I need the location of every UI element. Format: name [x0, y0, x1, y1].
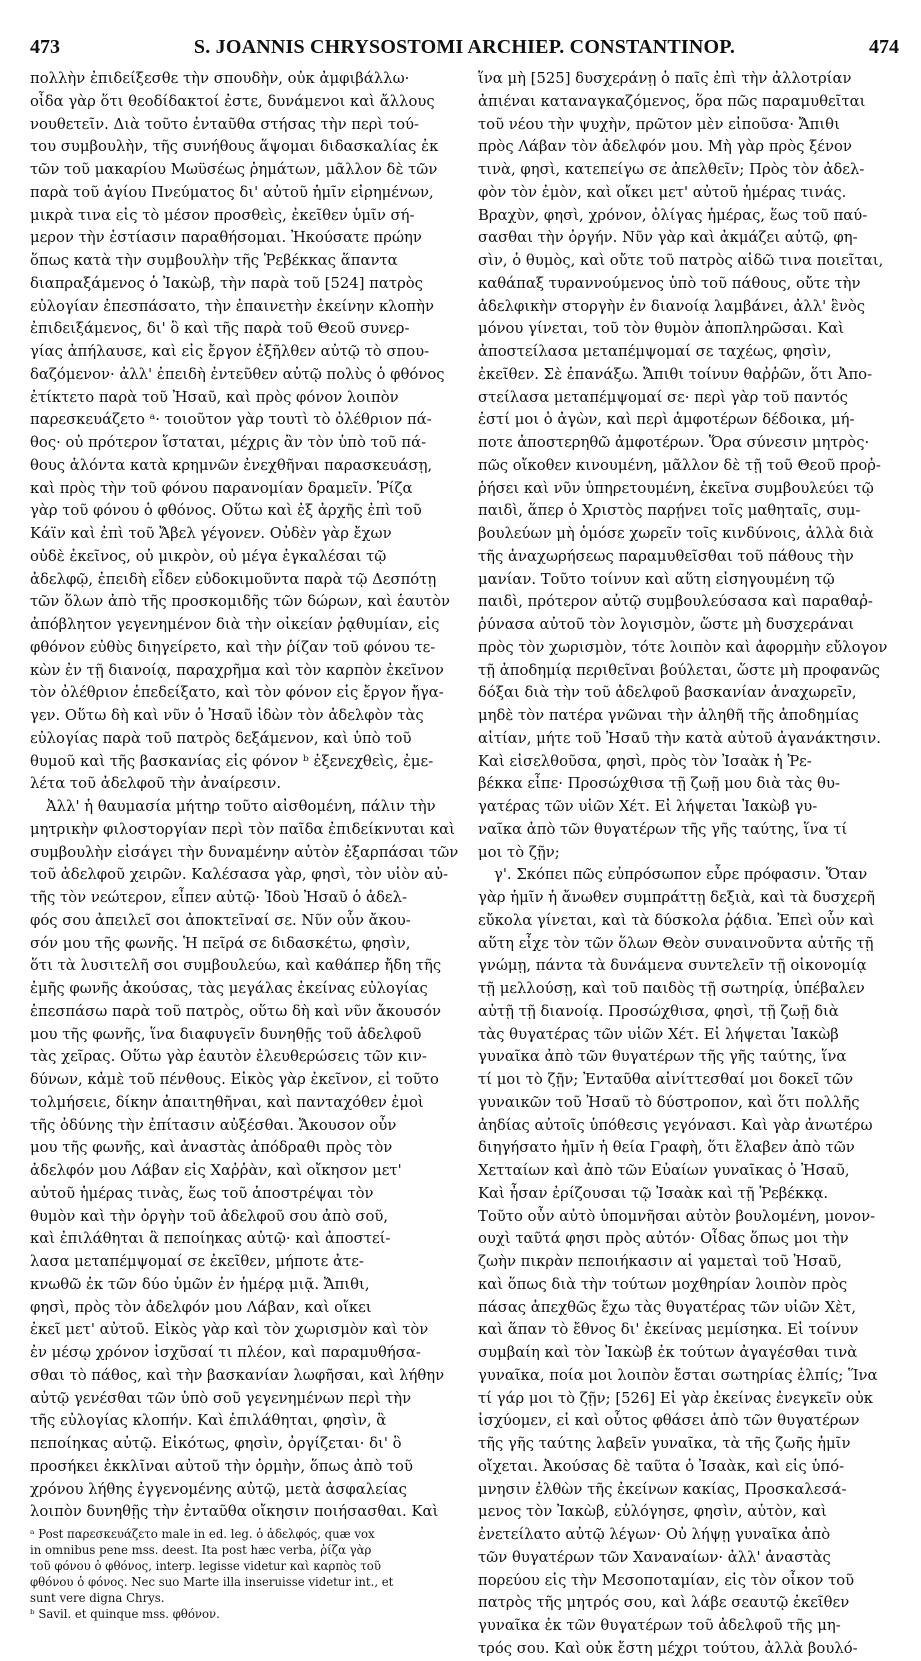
text-line: ἐνετείλατο αὐτῷ λέγων· Οὐ λήψῃ γυναῖκα ἀπὸ	[478, 1526, 831, 1543]
text-line: τοῦ ἀδελφοῦ χειρῶν. Καλέσασα γὰρ, φησὶ, τὸν υἱὸν αὐ-	[30, 866, 448, 884]
text-line: ἐκεῖθεν. Σὲ ἐπανάξω. Ἄπιθι τοίνυν θαῤῥῶν, ὅτι Ἀπο-	[478, 365, 873, 383]
text-line: λασα μεταπέμψομαί σε ἐκεῖθεν, μήποτε ἀτε-	[30, 1253, 364, 1270]
text-line: ἐστί μοι ὁ ἀγὼν, καὶ περὶ ἀμφοτέρων δέδοικα, μή-	[478, 411, 855, 429]
text-line: αἰτίαν, μήτε τοῦ Ἠσαῦ τὴν κατὰ αὐτοῦ ἀγανάκτησιν.	[478, 729, 881, 747]
text-line: Τοῦτο οὖν αὐτὸ ὑπομνῆσαι αὐτὸν βουλομένη, μονον-	[478, 1207, 876, 1225]
text-line: φθόνον εὐθὺς διηγείρετο, καὶ τὴν ῥίζαν τοῦ φόνου τε-	[30, 638, 436, 656]
text-line: ὅπως κατὰ τὴν συμβουλὴν τῆς Ῥεβέκκας ἅπαντα	[30, 252, 398, 269]
text-line: ἐπιδειξάμενος, δι' ὃ καὶ τῆς παρὰ τοῦ Θεοῦ συνερ-	[30, 320, 410, 338]
text-line: γνώμῃ, πάντα τὰ δυνάμενα συντελεῖν τῇ οἰκονομίᾳ	[478, 957, 867, 975]
footnote-line: ᵃ Post παρεσκευάζετο male in ed. leg. ὁ ἀδελφός, quæ vox	[30, 1527, 375, 1541]
text-line: τῆς τὸν νεώτερον, εἶπεν αὐτῷ· Ἰδοὺ Ἠσαῦ ὁ ἀδελ-	[30, 889, 407, 906]
text-line: τὰς θυγατέρας τῶν υἱῶν Χέτ. Εἰ λήψεται Ἰακὼβ	[478, 1025, 839, 1043]
text-line: ἀδελφόν μου Λάβαν εἰς Χαῤῥὰν, καὶ οἴκησον μετ'	[30, 1162, 402, 1179]
text-line: δαζόμενον· ἀλλ' ἐπειδὴ ἐντεῦθεν αὐτῷ πολὺς ὁ φθόνος	[30, 365, 445, 383]
text-line: μνησιν ἐλθὼν τῆς ἐκείνων κακίας, Προσκαλεσά-	[478, 1480, 847, 1498]
text-line: μου τῆς φωνῆς, ἵνα διαφυγεῖν δυνηθῇς τοῦ ἀδελφοῦ	[30, 1025, 422, 1043]
text-line: γίας ἀπήλαυσε, καὶ εἰς ἔργον ἐξῆλθεν αὐτῷ τὸ σπου-	[30, 343, 430, 360]
text-line: τῇ μελλούσῃ, καὶ τοῦ παιδὸς τῇ σωτηρίᾳ, ὑπέβαλεν	[478, 980, 865, 997]
text-line: ἐπεσπάσω παρὰ τοῦ πατρὸς, οὕτω δὴ καὶ νῦν ἄκουσόν	[30, 1002, 442, 1020]
text-line: γεν. Οὕτω δὴ καὶ νῦν ὁ Ἠσαῦ ἰδὼν τὸν ἀδελφὸν τὰς	[30, 707, 424, 724]
text-line: τί μοι τὸ ζῇν; Ἐνταῦθα αἰνίττεσθαί μοι δοκεῖ τῶν	[478, 1071, 854, 1088]
text-line: τί γάρ μοι τὸ ζῇν; [526] Εἰ γὰρ ἐκείνας ἐνεγκεῖν οὐκ	[478, 1389, 874, 1407]
footnotes	[30, 1526, 458, 1622]
text-line: τῆς γῆς ταύτης λαβεῖν γυναῖκα, τὰ τῆς ζωῆς ἡμῖν	[478, 1435, 851, 1452]
text-line: Ἀλλ' ἡ θαυμασία μήτηρ τοῦτο αἰσθομένη, πάλιν τὴν	[46, 798, 436, 815]
text-line: συμβαίη καὶ τὸν Ἰακὼβ ἐκ τούτων ἀγαγέσθαι τινὰ	[478, 1344, 858, 1361]
text-line: οἶδα γὰρ ὅτι θεοδίδακτοί ἐστε, δυνάμενοι καὶ ἄλλους	[30, 92, 435, 110]
text-line: τρός σου. Καὶ οὐκ ἔστη μέχρι τούτου, ἀλλὰ βουλό-	[478, 1639, 858, 1657]
text-line: συμβουλὴν εἰσάγει τὴν δυναμένην αὐτὸν ἐξαρπάσαι τῶν	[30, 843, 458, 861]
text-line: σθαι τὸ πάθος, καὶ τὴν βασκανίαν λωφῆσαι, καὶ λήθην	[30, 1366, 445, 1384]
text-line: φησὶ, πρὸς τὸν ἀδελφόν μου Λάβαν, καὶ οἴκει	[30, 1298, 372, 1316]
text-line: πρὸς Λάβαν τὸν ἀδελφόν μου. Μὴ γὰρ πρὸς ξένον	[478, 138, 852, 156]
text-line: ζωὴν πικρὰν πεποιήκασιν αἱ γαμεταὶ τοῦ Ἠσαῦ,	[478, 1253, 842, 1270]
text-line: νουθετεῖν. Διὰ τοῦτο ἐνταῦθα στήσας τὴν περὶ τού-	[30, 115, 419, 133]
text-line: μανίαν. Τοῦτο τοίνυν καὶ αὕτη εἰσηγουμένη τῷ	[478, 570, 835, 588]
text-line: ἐμῆς φωνῆς ἀκούσας, τὰς μεγάλας ἐκείνας εὐλογίας	[30, 980, 428, 997]
text-line: αὐτοῦ ἡμέρας τινὰς, ἕως τοῦ ἀποστρέψαι τὸν	[30, 1184, 374, 1202]
text-line: αὐτῷ γενέσθαι τῶν ὑπὸ σοῦ γεγενημένων περὶ τὴν	[30, 1389, 412, 1407]
text-line: τῆς ὀδύνης τὴν ἐπίτασιν αὐξέσθαι. Ἄκουσον οὖν	[30, 1116, 397, 1134]
text-line: μικρὰ τινα εἰς τὸ μέσον προσθεὶς, ἐκεῖθεν ὑμῖν σή-	[30, 206, 415, 224]
text-line: πρὸς τὸν χωρισμὸν, τότε λοιπὸν καὶ ἀφορμὴν εὔλογον	[478, 638, 888, 656]
text-line: εὔκολα γίνεται, καὶ τὰ δύσκολα ῥᾴδια. Ἐπεὶ οὖν καὶ	[478, 911, 875, 929]
text-line: δύνων, κἀμὲ τοῦ πένθους. Εἰκὸς γὰρ ἐκεῖνον, εἰ τοῦτο	[30, 1071, 439, 1088]
text-line: θους ἁλόντα κατὰ κρημνῶν ἐνεχθῆναι παρασκευάσῃ,	[30, 456, 433, 474]
text-line: τῆς εὐλογίας κλοπήν. Καὶ ἐπιλάθηται, φησὶν, ἃ	[30, 1412, 387, 1430]
text-line: αὐτῇ τῇ διανοίᾳ. Προσώχθισα, φησὶ, τῇ ζωῇ διὰ	[478, 1002, 839, 1020]
text-line: θος· οὐ πρότερον ἵσταται, μέχρις ἂν τὸν ὑπὸ τοῦ πά-	[30, 434, 427, 451]
text-line: παρὰ τοῦ ἁγίου Πνεύματος δι' αὐτοῦ ἡμῖν εἰρημένων,	[30, 183, 434, 201]
text-line: ὅτι τὰ λυσιτελῆ σοι συμβουλεύω, καὶ καθάπερ ἤδη τῆς	[30, 957, 442, 975]
text-line: γατέρας τῶν υἱῶν Χέτ. Εἰ λήψεται Ἰακὼβ γυ-	[478, 798, 818, 815]
text-line: λέτα τοῦ ἀδελφοῦ τὴν ἀναίρεσιν.	[30, 775, 282, 793]
text-line: μοι τὸ ζῇν;	[478, 843, 560, 861]
text-line: ποτε ἀποστερηθῶ ἀμφοτέρων. Ὅρα σύνεσιν μητρὸς·	[478, 434, 870, 451]
text-line: αὕτη εἶχε τὸν τῶν ὅλων Θεὸν συναινοῦντα αὐτῆς τῇ	[478, 934, 874, 952]
text-line: ἀδελφικὴν στοργὴν ἐν διανοίᾳ λαμβάνει, ἀλλ' ἓνὸς	[478, 297, 866, 315]
text-line: στείλασα μεταπέμψομαί σε· περὶ γὰρ τοῦ παντός	[478, 388, 848, 406]
text-line: ῥύνασα αὐτοῦ τὸν λογισμὸν, ὥστε μὴ δυσχεράναι	[478, 616, 855, 633]
text-line: μενος τὸν Ἰακὼβ, εὐλόγησε, φησὶν, αὐτὸν, καὶ	[478, 1503, 827, 1521]
text-line: τῶν θυγατέρων τῶν Χαναναίων· ἀλλ' ἀναστὰς	[478, 1548, 831, 1566]
text-line: πῶς οἴκοθεν κινουμένη, μᾶλλον δὲ τῇ τοῦ Θεοῦ προῤ-	[478, 456, 881, 474]
text-line: οὐδὲ ἐκεῖνος, οὐ μικρὸν, οὐ μέγα ἐγκαλέσαι τῷ	[30, 547, 387, 565]
footnote-line: φθόνου ὁ φόνος. Nec suo Marte illa inseruisse videtur int., et	[30, 1575, 394, 1589]
text-line: καὶ πρὸς τὴν τοῦ φόνου παρανομίαν δραμεῖν. Ῥίζα	[30, 479, 413, 497]
text-line: καθάπαξ τυραννούμενος ὑπὸ τοῦ πάθους, οὔτε τὴν	[478, 274, 861, 292]
page-header	[30, 36, 899, 66]
footnote-line: sunt vere digna Chrys.	[30, 1591, 165, 1605]
text-line: Χετταίων καὶ ἀπὸ τῶν Εὐαίων γυναῖκας ὁ Ἠσαῦ,	[478, 1162, 850, 1179]
text-line: γυναῖκα, ποία μοι λοιπὸν ἔσται σωτηρίας ἐλπίς; Ἵνα	[478, 1366, 878, 1384]
text-line: ἐκεῖ μετ' αὐτοῦ. Εἰκὸς γὰρ καὶ τὸν χωρισμὸν καὶ τὸν	[30, 1321, 429, 1339]
text-line: παρεσκευάζετο ᵃ· τοιοῦτον γὰρ τουτὶ τὸ ὀλέθριον πά-	[30, 411, 432, 429]
footnote-line: τοῦ φόνου ὁ φθόνος, interp. legisse videtur καὶ καρπὸς τοῦ	[30, 1559, 381, 1573]
text-line: ἵνα μὴ [525] δυσχεράνῃ ὁ παῖς ἐπὶ τὴν ἀλλοτρίαν	[478, 70, 852, 87]
text-line: καὶ ἐπιλάθηται ἃ πεποίηκας αὐτῷ· καὶ ἀποστεί-	[30, 1230, 391, 1248]
text-line: πατρὸς τῆς μητρός σου, καὶ λάβε σεαυτῷ ἐκεῖθεν	[478, 1594, 850, 1612]
text-line: γυναῖκα ἀπὸ τῶν θυγατέρων τῆς γῆς ταύτης, ἵνα	[478, 1048, 847, 1066]
text-line: οἴχεται. Ἀκούσας δὲ ταῦτα ὁ Ἰσαὰκ, καὶ εἰς ὑπό-	[478, 1457, 845, 1475]
text-line: μερον τὴν ἑστίασιν παραθήσομαι. Ἠκούσατε πρώην	[30, 229, 422, 247]
text-line: Βραχὺν, φησὶ, χρόνον, ὀλίγας ἡμέρας, ἕως τοῦ παύ-	[478, 206, 868, 224]
text-line: ουχὶ ταῦτά φησι πρὸς αὐτόν· Οἶδας ὅπως μοι τὴν	[478, 1230, 849, 1248]
text-line: γυναικῶν τοῦ Ἠσαῦ τὸ δύστροπον, καὶ ὅτι πολλῆς	[478, 1093, 860, 1111]
text-line: φός σου ἀπειλεῖ σοι ἀποκτεῖναί σε. Νῦν οὖν ἄκου-	[30, 911, 411, 929]
footnote-line: ᵇ Savil. et quinque mss. φθόνον.	[30, 1607, 220, 1621]
text-line: λοιπὸν δυνηθῇς τὴν ἐνταῦθα οἴκησιν ποιήσασθαι. Καὶ	[30, 1503, 439, 1521]
text-line: τῶν ὅλων ἀπὸ τῆς προσκομιδῆς τῶν δώρων, καὶ ἑαυτὸν	[30, 593, 450, 611]
text-line: Κάϊν καὶ ἐπὶ τοῦ Ἄβελ γέγονεν. Οὐδὲν γὰρ ἔχων	[30, 525, 392, 542]
page-number-right: 474	[869, 36, 899, 58]
footnote-line: in omnibus pene mss. deest. Ita post hæc verba, ῥίζα γὰρ	[30, 1543, 372, 1557]
text-line: ἐτίκτετο παρὰ τοῦ Ἠσαῦ, καὶ πρὸς φόνον λοιπὸν	[30, 388, 399, 406]
running-title: S. JOANNIS CHRYSOSTOMI ARCHIEP. CONSTANTINOP.	[193, 36, 736, 58]
text-line: τινὰ, φησὶ, κατεπείγω σε ἀπελθεῖν; Πρὸς τὸν ἀδελ-	[478, 161, 865, 178]
text-line: τῆς ἀναχωρήσεως παραμυθεῖσθαι τοῦ πάθους τὴν	[478, 547, 854, 565]
text-line: ἐν μέσῳ χρόνον ἰσχῦσαί τι πλέον, καὶ παραμυθήσα-	[30, 1344, 421, 1361]
text-line: ἀποστείλασα μεταπέμψομαί σε ταχέως, φησὶν,	[478, 343, 832, 360]
text-line: τὰς χεῖρας. Οὕτω γὰρ ἑαυτὸν ἐλευθερώσεις τῶν κιν-	[30, 1048, 427, 1066]
text-line: παιδὶ, ἅπερ ὁ Χριστὸς παρῄνει τοῖς μαθηταῖς, συμ-	[478, 502, 861, 520]
text-line: θυμοῦ καὶ τῆς βασκανίας εἰς φόνον ᵇ ἐξενεχθεὶς, ἐμε-	[30, 752, 434, 770]
text-line: κὼν ἐν τῇ διανοίᾳ, παραχρῆμα καὶ τὸν καρπὸν ἐκεῖνον	[30, 661, 444, 679]
text-line: πορεύου εἰς τὴν Μεσοποταμίαν, εἰς τὸν οἶκον τοῦ	[478, 1571, 855, 1589]
text-line: εὐλογίαν ἐπεσπάσατο, τὴν ἐπαινετὴν ἐκείνην κλοπὴν	[30, 297, 434, 315]
text-line: βουλεύων μὴ ὁμόσε χωρεῖν τοῖς κινδύνοις, ἀλλὰ διὰ	[478, 525, 874, 542]
text-line: παιδὶ, πρότερον αὐτῷ συμβουλεύσασα καὶ παραθαῤ-	[478, 593, 873, 611]
text-line: πάσας ἀπεχθῶς ἔχω τὰς θυγατέρας τῶν υἱῶν Χὲτ,	[478, 1298, 857, 1316]
text-line: φὸν τὸν ἐμὸν, καὶ οἴκει μετ' αὐτοῦ ἡμέρας τινάς.	[478, 183, 847, 201]
text-line: τολμήσειε, δίκην ἀπαιτηθῆναι, καὶ πανταχόθεν ἐμοὶ	[30, 1093, 424, 1111]
text-line: ἰσχύομεν, εἰ καὶ οὗτος φθάσει ἀπὸ τῶν θυγατέρων	[478, 1412, 860, 1430]
text-line: μηδὲ τὸν πατέρα γνῶναι τὴν ἀληθῆ τῆς ἀποδημίας	[478, 707, 859, 724]
text-line: τοῦ νέου τὴν ψυχὴν, πρῶτον μὲν εἰποῦσα· Ἄπιθι	[478, 115, 840, 133]
text-line: δόξαι διὰ τὴν τοῦ ἀδελφοῦ βασκανίαν ἀναχωρεῖν,	[478, 684, 857, 702]
text-line: καὶ ἅπαν τὸ ἔθνος δι' ἐκείνας μεμίσηκα. Εἰ τοίνυν	[478, 1321, 859, 1339]
text-line: σόν μου τῆς φωνῆς. Ἡ πεῖρά σε διδασκέτω, φησὶν,	[30, 934, 411, 952]
text-line: διηγήσατο ἡμῖν ἡ θεία Γραφὴ, ὅτι ἔλαβεν ἀπὸ τῶν	[478, 1139, 855, 1157]
text-line: του συμβουλὴν, τῆς συνήθους ἅψομαι διδασκαλίας ἐκ	[30, 138, 439, 156]
text-line: πεποίηκας αὐτῷ. Εἰκότως, φησὶν, ὀργίζεται· δι' ὃ	[30, 1435, 402, 1452]
text-line: καὶ ὅπως διὰ τὴν τούτων μοχθηρίαν λοιπὸν πρὸς	[478, 1275, 848, 1293]
page-number-left: 473	[30, 36, 60, 58]
text-line: μητρικὴν φιλοστοργίαν περὶ τὸν παῖδα ἐπιδείκνυται καὶ	[30, 820, 455, 838]
text-line: εὐλογίας παρὰ τοῦ πατρὸς δεξάμενον, καὶ ὑπὸ τοῦ	[30, 729, 412, 747]
text-line: κνωθῶ ἐκ τῶν δύο ὑμῶν ἐν ἡμέρᾳ μιᾷ. Ἄπιθι,	[30, 1275, 370, 1293]
text-line: μόνου γίνεται, τοῦ τὸν θυμὸν ἀποπληρῶσαι. Καὶ	[478, 320, 845, 338]
text-line: θυμὸν καὶ τὴν ὀργὴν τοῦ ἀδελφοῦ σου ἀπὸ σοῦ,	[30, 1207, 389, 1225]
text-line: σασθαι τὴν ὀργήν. Νῦν γὰρ καὶ ἀκμάζει αὐτῷ, φη-	[478, 229, 858, 247]
right-column	[478, 68, 902, 1661]
text-line: τῶν τοῦ μακαρίου Μωϋσέως ῥημάτων, μᾶλλον δὲ τῶν	[30, 161, 438, 178]
text-line: διαπραξάμενος ὁ Ἰακὼβ, τὴν παρὰ τοῦ [524] πατρὸς	[30, 274, 423, 292]
text-line: πολλὴν ἐπιδείξεσθε τὴν σπουδὴν, οὐκ ἀμφιβάλλω·	[30, 70, 410, 87]
text-line: σὶν, ὁ θυμὸς, καὶ οὔτε τοῦ πατρὸς αἰδῶ τινα ποιεῖται,	[478, 252, 884, 269]
text-line: χρόνου λήθης ἐγγενομένης αὐτῷ, μετὰ ἀσφαλείας	[30, 1480, 407, 1498]
text-line: Καὶ ἦσαν ἐρίζουσαι τῷ Ἰσαὰκ καὶ τῇ Ῥεβέκκᾳ.	[478, 1184, 829, 1202]
text-line: τῇ ἀποδημίᾳ περιθεῖναι βούλεται, ὥστε μὴ προφανῶς	[478, 661, 880, 679]
text-line: ἀπόβλητον γεγενημένον διὰ τὴν οἰκείαν ῥᾳθυμίαν, εἰς	[30, 616, 440, 633]
text-line: μου τῆς φωνῆς, καὶ ἀναστὰς ἀπόδραθι πρὸς τὸν	[30, 1139, 393, 1157]
text-line: ἀηδίας αὐτοῖς ὑπόθεσις γεγόνασι. Καὶ γὰρ ἀνωτέρω	[478, 1116, 873, 1134]
text-line: γ'. Σκόπει πῶς εὐπρόσωπον εὗρε πρόφασιν. Ὅταν	[494, 866, 868, 884]
text-line: ἀπιέναι καταναγκαζόμενος, ὅρα πῶς παραμυθεῖται	[478, 92, 866, 110]
text-line: Καὶ εἰσελθοῦσα, φησὶ, πρὸς τὸν Ἰσαὰκ ἡ Ῥε-	[478, 752, 812, 770]
text-line: προσήκει ἐκκλῖναι αὐτοῦ τὴν ὁρμὴν, ὅπως ἀπὸ τοῦ	[30, 1457, 413, 1475]
text-line: ῥήσει καὶ νῦν ὑπηρετουμένη, ἐκεῖνα συμβουλεύει τῷ	[478, 479, 874, 497]
text-line: γυναῖκα ἐκ τῶν θυγατέρων τοῦ ἀδελφοῦ τῆς μη-	[478, 1617, 841, 1634]
text-line: γὰρ τοῦ φόνου ὁ φθόνος. Οὕτω καὶ ἐξ ἀρχῆς ἐπὶ τοῦ	[30, 502, 422, 520]
text-line: ναῖκα ἀπὸ τῶν θυγατέρων τῆς γῆς ταύτης, ἵνα τί	[478, 820, 848, 838]
text-line: γὰρ ἡμῖν ἡ ἄνωθεν συμπράττῃ δεξιὰ, καὶ τὰ δυσχερῆ	[478, 889, 875, 906]
text-line: τὸν ὀλέθριον ἐπεδείξατο, καὶ τὸν φόνον εἰς ἔργον ἤγα-	[30, 684, 444, 702]
text-line: βέκκα εἶπε· Προσώχθισα τῇ ζωῇ μου διὰ τὰς θυ-	[478, 775, 840, 793]
left-column	[30, 68, 458, 1622]
text-line: ἀδελφῷ, ἐπειδὴ εἶδεν εὐδοκιμοῦντα παρὰ τῷ Δεσπότῃ	[30, 570, 437, 588]
